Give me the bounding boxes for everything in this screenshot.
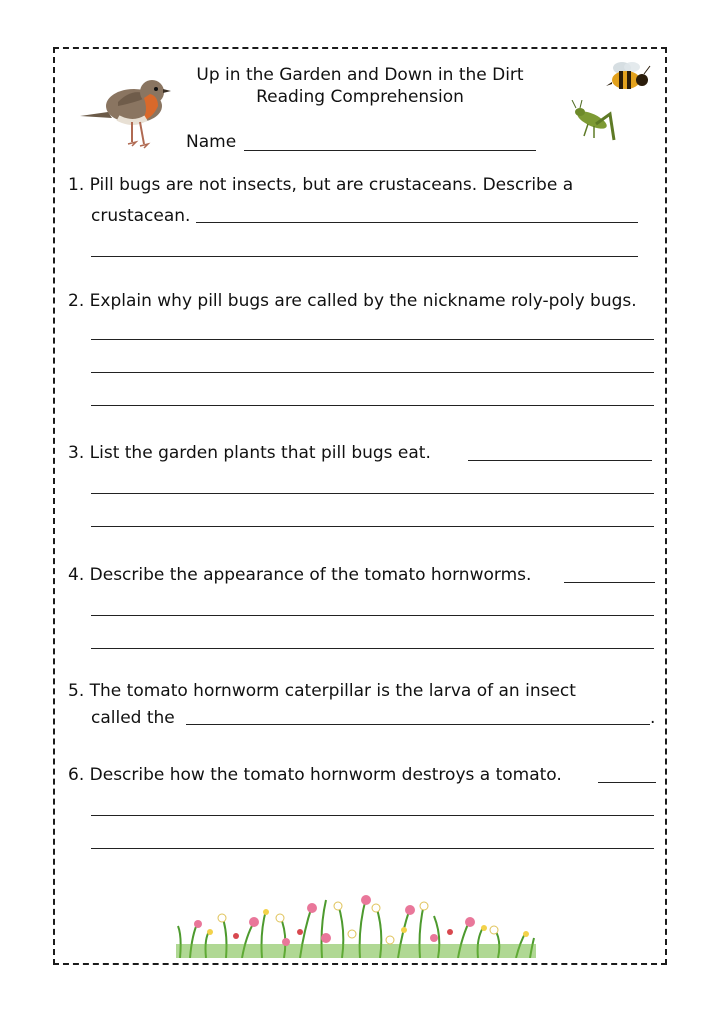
question-2 (68, 290, 637, 312)
worksheet-subtitle: Reading Comprehension (256, 87, 464, 107)
grasshopper-icon (570, 100, 616, 144)
question-1-continuation: crustacean. (91, 206, 191, 226)
question-number: 6. (68, 765, 85, 785)
question-number: 1. (68, 175, 85, 195)
answer-line[interactable] (91, 405, 654, 406)
flower-meadow-icon (176, 886, 536, 958)
worksheet-title: Up in the Garden and Down in the Dirt (196, 65, 524, 85)
answer-line[interactable] (91, 848, 654, 849)
question-1 (68, 174, 573, 196)
question-5-continuation: called the (91, 708, 175, 728)
question-text: Describe the appearance of the tomato hornworms. (89, 565, 532, 585)
question-4 (68, 564, 531, 586)
question-text: The tomato hornworm caterpillar is the larva of an insect (89, 681, 576, 701)
question-number: 4. (68, 565, 85, 585)
question-number: 2. (68, 291, 85, 311)
answer-line[interactable] (196, 222, 638, 223)
answer-line[interactable] (91, 526, 654, 527)
answer-line[interactable] (91, 648, 654, 649)
question-text: Explain why pill bugs are called by the nickname roly-poly bugs. (89, 291, 637, 311)
question-6 (68, 764, 562, 786)
answer-line[interactable] (91, 339, 654, 340)
bee-icon (602, 60, 652, 96)
answer-line[interactable] (91, 815, 654, 816)
name-label: Name (186, 132, 237, 152)
answer-line[interactable] (91, 615, 654, 616)
question-text: List the garden plants that pill bugs eat. (89, 443, 431, 463)
answer-line[interactable] (468, 460, 652, 461)
question-text: Pill bugs are not insects, but are crustaceans. Describe a (89, 175, 574, 195)
question-3 (68, 442, 431, 464)
answer-line[interactable] (186, 724, 650, 725)
question-text: Describe how the tomato hornworm destroys a tomato. (89, 765, 562, 785)
answer-line[interactable] (564, 582, 655, 583)
answer-line[interactable] (598, 782, 656, 783)
question-5-period: . (650, 708, 656, 728)
question-5 (68, 680, 576, 702)
question-number: 3. (68, 443, 85, 463)
name-answer-line[interactable] (244, 150, 536, 151)
answer-line[interactable] (91, 493, 654, 494)
question-number: 5. (68, 681, 85, 701)
answer-line[interactable] (91, 372, 654, 373)
answer-line[interactable] (91, 256, 638, 257)
